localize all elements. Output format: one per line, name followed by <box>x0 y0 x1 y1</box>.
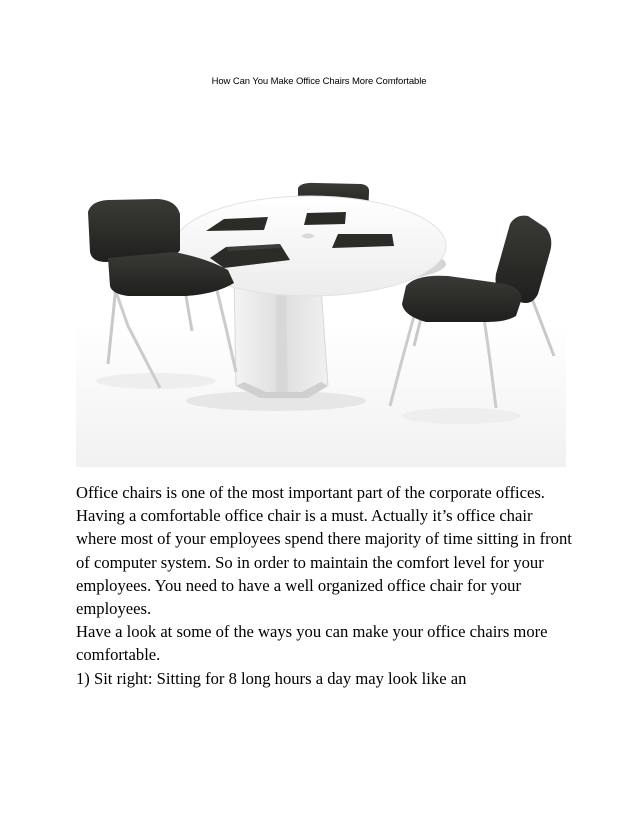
cable-grommet <box>302 234 314 239</box>
paragraph-intro: Office chairs is one of the most important part of the corporate offices. Having a comfortable office chair is a must. Actually it’s office chair where most of your employees spend there majority of time sitting in front of computer system. So in order to maintain the comfort level for your employees. You need to have a well organized office chair for your employees. <box>76 483 572 619</box>
office-table-chairs-photo <box>76 146 566 467</box>
office-furniture-photo <box>76 146 566 467</box>
page-title: How Can You Make Office Chairs More Comfortable <box>211 76 427 87</box>
paragraph-sit-right: 1) Sit right: Sitting for 8 long hours a day may look like an <box>76 668 467 688</box>
article-body <box>76 481 576 690</box>
right-chair-shadow <box>401 408 521 424</box>
paragraph-ways: Have a look at some of the ways you can make your office chairs more comfortable. <box>76 622 548 665</box>
